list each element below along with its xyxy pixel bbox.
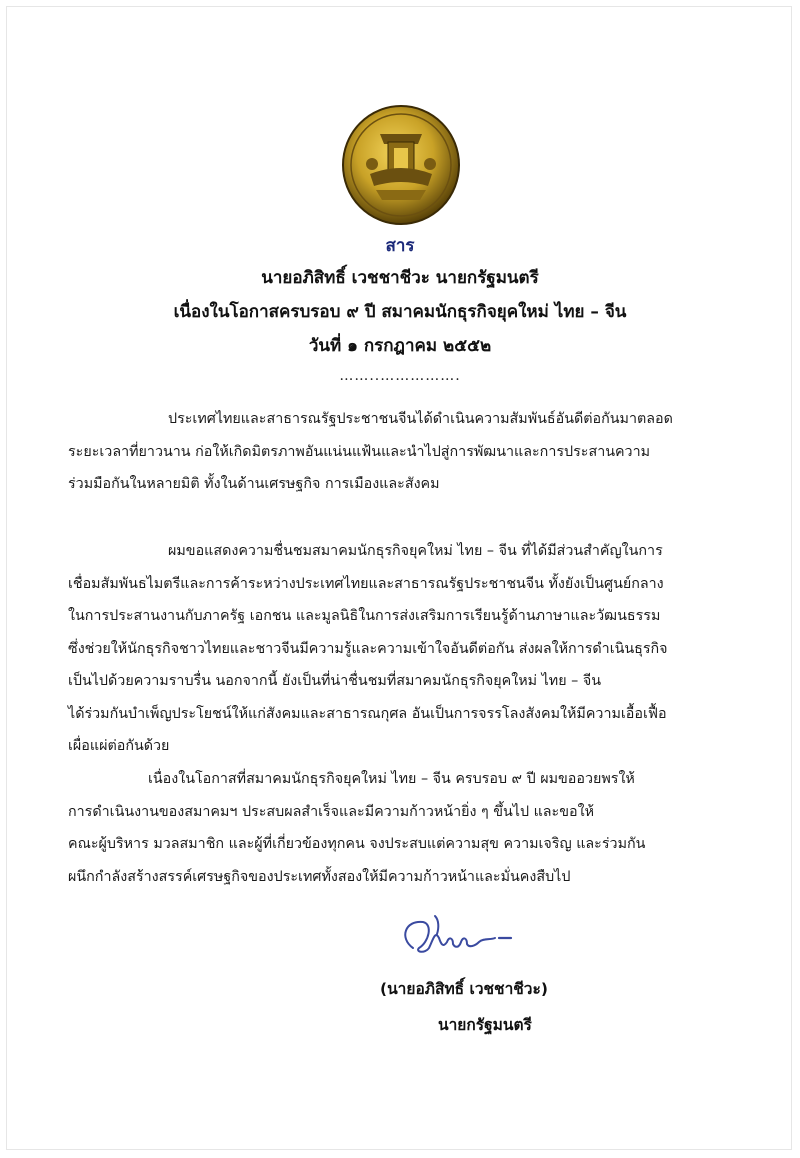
paragraph-line: ในการประสานงานกับภาครัฐ เอกชน และมูลนิธิในการส่งเสริมการเรียนรู้ด้านภาษาและวัฒนธรรม — [68, 608, 661, 624]
paragraph-line: ซึ่งช่วยให้นักธุรกิจชาวไทยและชาวจีนมีความรู้และความเข้าใจอันดีต่อกัน ส่งผลให้การดำเนินธุรกิจ — [68, 640, 668, 657]
paragraph-line: การดำเนินงานของสมาคมฯ ประสบผลสำเร็จและมีความก้าวหน้ายิ่ง ๆ ขึ้นไป และขอให้ — [68, 803, 595, 820]
paragraph-1 — [68, 403, 738, 501]
paragraph-line: ระยะเวลาที่ยาวนาน ก่อให้เกิดมิตรภาพอันแน่นแฟ้นและนำไปสู่การพัฒนาและการประสานความ — [68, 443, 651, 460]
signatory-name: (นายอภิสิทธิ์ เวชชาชีวะ) — [380, 980, 548, 998]
letter-title: สาร — [385, 236, 415, 256]
paragraph-line: ผมขอแสดงความชื่นชมสมาคมนักธุรกิจยุคใหม่ ไทย – จีน ที่ได้มีส่วนสำคัญในการ — [168, 543, 663, 559]
paragraph-line: ได้ร่วมกันบำเพ็ญประโยชน์ให้แก่สังคมและสาธารณกุศล อันเป็นการจรรโลงสังคมให้มีความเอื้อเฟื้อ — [68, 705, 667, 722]
government-seal-emblem — [340, 104, 462, 226]
date-line: วันที่ ๑ กรกฎาคม ๒๕๕๒ — [308, 336, 492, 356]
paragraph-line: เชื่อมสัมพันธไมตรีและการค้าระหว่างประเทศไทยและสาธารณรัฐประชาชนจีน ทั้งยังเป็นศูนย์กลาง — [68, 575, 664, 592]
handwritten-signature — [395, 908, 525, 968]
paragraph-line: ผนึกกำลังสร้างสรรค์เศรษฐกิจของประเทศทั้งสองให้มีความก้าวหน้าและมั่นคงสืบไป — [68, 868, 571, 885]
sender-line: นายอภิสิทธิ์ เวชชาชีวะ นายกรัฐมนตรี — [261, 268, 539, 288]
paragraph-2 — [68, 535, 738, 763]
paragraph-line: ร่วมมือกันในหลายมิติ ทั้งในด้านเศรษฐกิจ การเมืองและสังคม — [68, 476, 440, 492]
paragraph-3 — [68, 763, 738, 893]
paragraph-line: เผื่อแผ่ต่อกันด้วย — [68, 738, 170, 754]
paragraph-line: เนื่องในโอกาสที่สมาคมนักธุรกิจยุคใหม่ ไทย – จีน ครบรอบ ๙ ปี ผมขออวยพรให้ — [148, 771, 635, 787]
occasion-line: เนื่องในโอกาสครบรอบ ๙ ปี สมาคมนักธุรกิจยุคใหม่ ไทย – จีน — [173, 302, 627, 322]
separator-dots: ……..……………. — [339, 368, 461, 384]
paragraph-line: คณะผู้บริหาร มวลสมาชิก และผู้ที่เกี่ยวข้องทุกคน จงประสบแต่ความสุข ความเจริญ และร่วมกัน — [68, 836, 646, 852]
paragraph-line: เป็นไปด้วยความราบรื่น นอกจากนี้ ยังเป็นที่น่าชื่นชมที่สมาคมนักธุรกิจยุคใหม่ ไทย – จีน — [68, 673, 601, 689]
signatory-position: นายกรัฐมนตรี — [438, 1016, 532, 1034]
paragraph-line: ประเทศไทยและสาธารณรัฐประชาชนจีนได้ดำเนินความสัมพันธ์อันดีต่อกันมาตลอด — [168, 411, 673, 427]
